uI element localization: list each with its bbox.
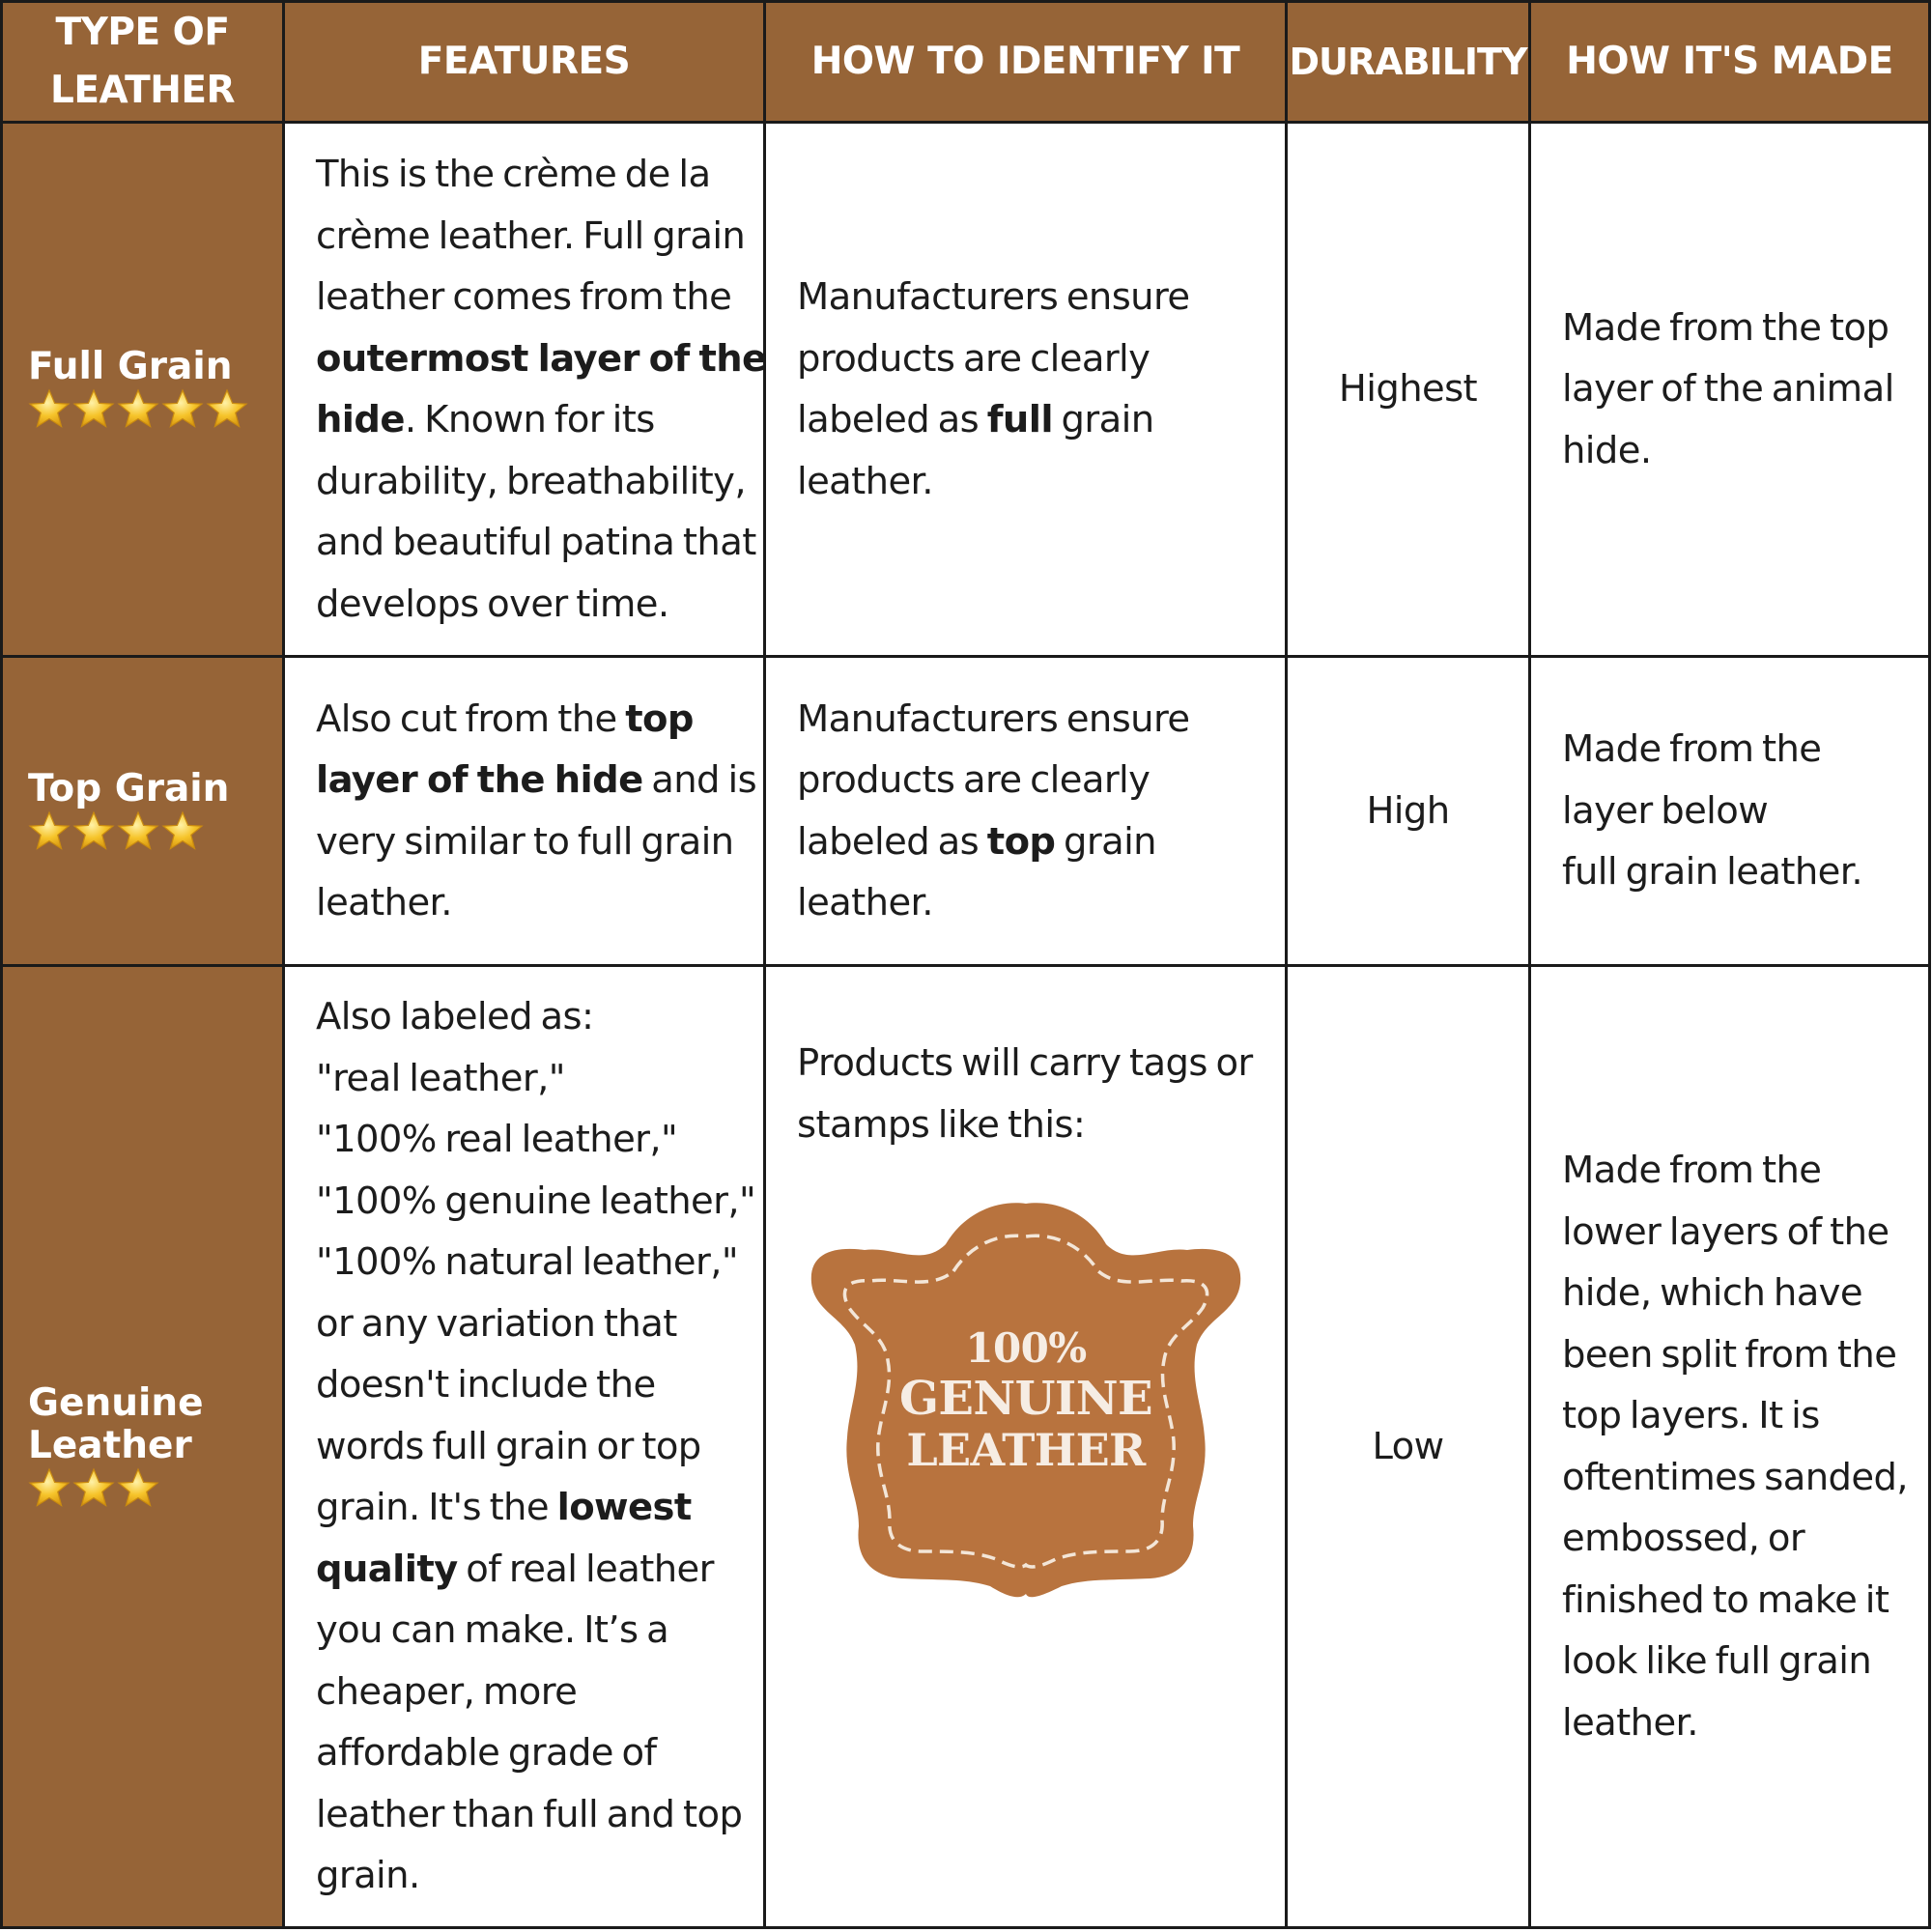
- text-line: [1562, 1447, 1922, 1509]
- text-line: [1562, 1140, 1922, 1202]
- text-line: [1562, 358, 1922, 420]
- header-features: FEATURES: [284, 2, 765, 123]
- star-icon: [117, 1467, 159, 1510]
- text-line: [316, 986, 757, 1048]
- text-line: [316, 1784, 757, 1846]
- bold-text: lowest: [556, 1486, 692, 1530]
- stamp-text-leather: LEATHER: [906, 1424, 1146, 1476]
- identify-text: [797, 1033, 1275, 1155]
- text-line: [316, 1232, 757, 1293]
- text-run: labeled as: [797, 819, 987, 864]
- bold-text: layer of the hide: [316, 758, 643, 802]
- row-full-grain: [2, 123, 1930, 657]
- leather-hide-stamp-icon: [801, 1190, 1251, 1605]
- text-line: [316, 1662, 757, 1723]
- text-line: [316, 872, 757, 934]
- text-line: [316, 811, 757, 873]
- text-run: you can make. It’s a: [316, 1608, 669, 1653]
- text-run: layer of the animal: [1562, 367, 1894, 412]
- text-line: [316, 1109, 757, 1171]
- durability-cell: Low: [1287, 966, 1530, 1928]
- row-top-grain: [2, 657, 1930, 966]
- text-line: [797, 267, 1275, 328]
- text-run: cheaper, more: [316, 1669, 578, 1714]
- durability-cell: Highest: [1287, 123, 1530, 657]
- text-run: grain.: [316, 1854, 420, 1898]
- text-line: [316, 1845, 757, 1907]
- header-how-to-identify: HOW TO IDENTIFY IT: [765, 2, 1287, 123]
- text-run: top layers. It is: [1562, 1394, 1820, 1437]
- text-line: [316, 1539, 757, 1601]
- made-cell: [1530, 966, 1930, 1928]
- stamp-text-percent: 100%: [965, 1324, 1087, 1372]
- text-run: layer below: [1562, 788, 1769, 833]
- text-run: "100% real leather,": [316, 1118, 678, 1162]
- text-run: This is the crème de la: [316, 153, 711, 196]
- text-line: [1562, 1508, 1922, 1570]
- star-icon: [72, 1467, 115, 1510]
- text-line: [316, 1600, 757, 1662]
- text-run: grain: [1052, 398, 1154, 441]
- bold-text: full: [986, 398, 1053, 441]
- bold-text: hide: [316, 398, 405, 441]
- features-cell: [284, 657, 765, 966]
- text-run: Made from the: [1562, 1149, 1822, 1192]
- text-line: [797, 389, 1275, 451]
- text-line: [1562, 420, 1922, 482]
- text-line: [316, 1354, 757, 1416]
- text-run: stamps like this:: [797, 1102, 1086, 1147]
- made-cell: [1530, 123, 1930, 657]
- text-run: products are clearly: [797, 336, 1151, 381]
- text-line: [316, 144, 757, 206]
- text-run: Manufacturers ensure: [797, 696, 1190, 741]
- identify-cell: [765, 657, 1287, 966]
- text-line: [316, 206, 757, 268]
- header-durability: DURABILITY: [1287, 2, 1530, 123]
- made-cell: [1530, 657, 1930, 966]
- text-line: [316, 389, 757, 451]
- text-line: [1562, 781, 1922, 842]
- text-run: "real leather,": [316, 1056, 565, 1100]
- text-run: affordable grade of: [316, 1731, 657, 1776]
- identify-cell: [765, 123, 1287, 657]
- text-line: [797, 689, 1275, 751]
- text-line: [316, 1416, 757, 1478]
- text-line: [316, 1293, 757, 1355]
- header-type-line-2: LEATHER: [49, 69, 236, 112]
- text-run: embossed, or: [1562, 1517, 1805, 1560]
- text-run: grain: [1055, 819, 1156, 864]
- text-run: hide.: [1562, 428, 1652, 472]
- text-run: finished to make it: [1562, 1577, 1889, 1622]
- text-run: Made from the: [1562, 727, 1822, 772]
- text-run: words full grain or top: [316, 1424, 701, 1468]
- features-cell: [284, 123, 765, 657]
- text-run: leather comes from the: [316, 275, 732, 319]
- text-line: [797, 1094, 1275, 1156]
- text-line: [316, 1048, 757, 1110]
- bold-text: quality: [316, 1547, 458, 1591]
- text-line: [1562, 1692, 1922, 1754]
- header-row: [2, 2, 1930, 123]
- text-line: [316, 328, 767, 390]
- text-run: look like full grain: [1562, 1639, 1872, 1683]
- text-line: [316, 574, 757, 636]
- star-rating: [28, 1467, 282, 1512]
- text-line: [316, 267, 757, 328]
- text-run: or any variation that: [316, 1301, 677, 1346]
- text-run: full grain leather.: [1562, 850, 1863, 895]
- type-label: Full Grain: [28, 345, 233, 388]
- text-line: [316, 689, 757, 751]
- text-line: [797, 451, 1275, 513]
- text-run: Made from the top: [1562, 305, 1889, 350]
- text-line: [316, 1722, 757, 1784]
- text-line: [1562, 841, 1922, 903]
- star-icon: [72, 810, 115, 853]
- text-line: [797, 872, 1275, 934]
- text-run: very similar to full grain: [316, 819, 734, 864]
- type-label-line-1: Genuine: [28, 1380, 204, 1425]
- text-run: of real leather: [457, 1547, 714, 1591]
- text-line: [1562, 1202, 1922, 1264]
- header-type-of-leather: [2, 2, 284, 123]
- text-run: leather than full and top: [316, 1792, 743, 1836]
- text-line: [797, 811, 1275, 873]
- text-line: [316, 451, 757, 513]
- text-line: [316, 1477, 757, 1539]
- text-run: durability, breathability,: [316, 459, 746, 503]
- text-line: [316, 1171, 757, 1233]
- type-top-grain: [2, 657, 284, 966]
- text-run: oftentimes sanded,: [1562, 1455, 1908, 1499]
- text-run: leather.: [1562, 1700, 1698, 1745]
- text-line: [1562, 719, 1922, 781]
- text-line: [1562, 1631, 1922, 1692]
- text-line: [797, 1033, 1275, 1094]
- durability-cell: High: [1287, 657, 1530, 966]
- row-genuine-leather: [2, 966, 1930, 1928]
- text-line: [316, 750, 757, 811]
- genuine-leather-stamp: [801, 1190, 1275, 1625]
- text-run: labeled as: [797, 398, 987, 441]
- text-run: develops over time.: [316, 582, 669, 626]
- text-run: hide, which have: [1562, 1271, 1862, 1315]
- identify-cell: [765, 966, 1287, 1928]
- type-full-grain: [2, 123, 284, 657]
- star-icon: [72, 388, 115, 431]
- star-icon: [28, 810, 71, 853]
- text-run: products are clearly: [797, 758, 1151, 802]
- text-line: [1562, 1385, 1922, 1447]
- text-run: and is: [642, 758, 757, 802]
- text-line: [797, 328, 1275, 390]
- star-rating: [28, 388, 282, 433]
- type-label: Top Grain: [28, 766, 230, 810]
- stamp-text-genuine: GENUINE: [898, 1372, 1153, 1426]
- header-how-its-made: HOW IT'S MADE: [1530, 2, 1930, 123]
- star-rating: [28, 810, 282, 855]
- text-line: [1562, 1263, 1922, 1324]
- text-run: "100% genuine leather,": [316, 1179, 756, 1223]
- text-run: doesn't include the: [316, 1363, 656, 1407]
- text-run: Products will carry tags or: [797, 1041, 1253, 1085]
- text-run: been split from the: [1562, 1332, 1897, 1377]
- star-icon: [161, 388, 204, 431]
- features-cell: [284, 966, 765, 1928]
- text-run: Manufacturers ensure: [797, 275, 1190, 319]
- star-icon: [206, 388, 248, 431]
- text-line: [1562, 1570, 1922, 1632]
- text-run: Also labeled as:: [316, 995, 594, 1039]
- text-line: [1562, 1324, 1922, 1386]
- bold-text: top: [625, 696, 694, 741]
- bold-text: top: [986, 819, 1056, 864]
- text-run: grain. It's the: [316, 1486, 557, 1530]
- star-icon: [28, 388, 71, 431]
- star-icon: [28, 1467, 71, 1510]
- text-line: [316, 512, 757, 574]
- text-line: [1562, 298, 1922, 359]
- text-run: and beautiful patina that: [316, 521, 756, 564]
- text-run: leather.: [797, 459, 933, 503]
- text-run: Also cut from the: [316, 696, 626, 741]
- star-icon: [117, 388, 159, 431]
- star-icon: [117, 810, 159, 853]
- text-run: "100% natural leather,": [316, 1240, 738, 1285]
- text-run: lower layers of the: [1562, 1209, 1889, 1254]
- bold-text: outermost layer of the: [316, 336, 767, 381]
- text-run: . Known for its: [404, 398, 655, 441]
- text-line: [797, 750, 1275, 811]
- text-run: leather.: [797, 881, 933, 924]
- type-genuine-leather: [2, 966, 284, 1928]
- type-label-line-2: Leather: [28, 1423, 192, 1467]
- text-run: leather.: [316, 881, 452, 924]
- text-run: crème leather. Full grain: [316, 213, 746, 258]
- header-type-line-1: TYPE OF: [55, 11, 230, 54]
- star-icon: [161, 810, 204, 853]
